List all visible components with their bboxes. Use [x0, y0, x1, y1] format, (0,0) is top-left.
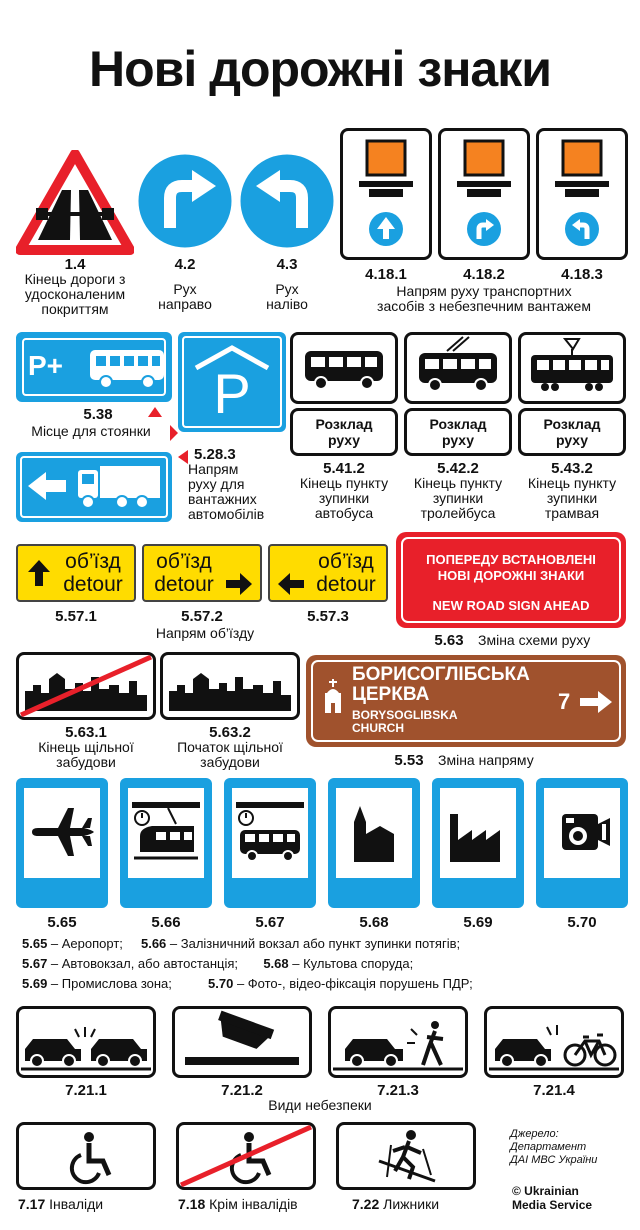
sign-5-42-2-trolleybus-stop — [404, 332, 512, 404]
sign-5-70-camera-enforcement — [536, 778, 628, 908]
sign-5-63-code: 5.63 — [434, 632, 464, 649]
sign-5-66-code: 5.66 — [151, 914, 181, 931]
page-title: Нові дорожні знаки — [89, 41, 551, 97]
sign-5-43-2-timetable: Розклад руху — [518, 408, 626, 456]
sign-5-63-2-caption: Початок щільної забудови — [177, 739, 283, 770]
sign-5-57-caption: Напрям об’їзду — [155, 625, 255, 641]
sign-5-63-new-signs-ahead: ПОПЕРЕДУ ВСТАНОВЛЕНІ НОВІ ДОРОЖНІ ЗНАКИ NEW ROAD SIGN AHEAD — [396, 532, 626, 628]
arrow-right-icon — [578, 689, 614, 715]
sign-7-17-label: 7.17 Інваліди — [18, 1196, 104, 1212]
sign-5-57-3-code: 5.57.3 — [307, 608, 349, 625]
arrow-right-icon — [224, 571, 254, 597]
sign-7-21-4-code: 7.21.4 — [533, 1082, 575, 1099]
sign-4-18-3 — [536, 128, 628, 260]
tram-icon — [521, 335, 623, 401]
sign-5-70-code: 5.70 — [567, 914, 597, 931]
camera-icon — [548, 802, 616, 862]
source-note: Джерело: Департамент ДАІ МВС України — [510, 1128, 598, 1166]
airplane-icon — [28, 802, 96, 862]
sign-5-53-church-direction: БОРИСОГЛІБСЬКА ЦЕРКВА BORYSOGLIBSKA CHURCH 7 — [306, 655, 626, 747]
sign-4-18-3-code: 4.18.3 — [561, 266, 603, 283]
sign-4-3-code: 4.3 — [276, 256, 298, 273]
bus-icon — [88, 346, 168, 390]
copyright: © Ukrainian Media Service — [512, 1184, 593, 1212]
sign-5-43-2-caption: Кінець пункту зупинки трамвая — [527, 475, 617, 521]
sign-5-67-bus-station — [224, 778, 316, 908]
sign-4-3-caption: Рух наліво — [266, 281, 308, 312]
parking-p-label: P — [213, 362, 251, 425]
sign-5-66-railway-station — [120, 778, 212, 908]
sign-5-38-caption: Місце для стоянки — [31, 423, 151, 439]
sign-7-18-label: 7.18 Крім інвалідів — [178, 1196, 298, 1212]
sign-7-21-3-pedestrian — [328, 1006, 468, 1078]
distance-value: 7 — [558, 689, 571, 714]
wheelchair-crossed-icon — [179, 1125, 313, 1187]
sign-5-57-1-detour-up: об’їзд detour — [16, 544, 136, 602]
sign-5-68-code: 5.68 — [359, 914, 389, 931]
sign-7-21-2-rollover — [172, 1006, 312, 1078]
car-pedestrian-icon — [331, 1009, 465, 1075]
sign-7-22-skiers — [336, 1122, 476, 1190]
sign-5-63-1-end-built-up — [16, 652, 156, 720]
sign-5-38-code: 5.38 — [83, 406, 113, 423]
sign-1-4-caption: Кінець дороги з удосконаленим покриттям — [24, 271, 126, 317]
wheelchair-icon — [19, 1125, 153, 1187]
sign-5-67-code: 5.67 — [255, 914, 285, 931]
church-icon — [320, 677, 346, 717]
car-rollover-icon — [175, 1009, 309, 1075]
sign-7-18-except-disabled — [176, 1122, 316, 1190]
sign-4-3-turn-left — [236, 150, 338, 252]
bus-station-icon — [236, 802, 304, 866]
sign-5-57-2-detour-right: об’їзд detour — [142, 544, 262, 602]
sign-4-18-1 — [340, 128, 432, 260]
service-signs-legend: 5.65 – Аеропорт; 5.66 – Залізничний вокзал або пункт зупинки потягів; 5.67 – Автовокзал, або автостанція; 5.68 – Культова споруда; 5.69 – Промислова зона; 5.70 – Фото-, відео-фіксація порушень ПДР; — [22, 936, 473, 991]
sign-5-41-2-caption: Кінець пункту зупинки автобуса — [299, 475, 389, 521]
sign-5-38-parking-garage — [178, 332, 286, 432]
park-plus-label: P+ — [28, 350, 64, 381]
sign-7-21-3-code: 7.21.3 — [377, 1082, 419, 1099]
sign-5-42-2-code: 5.42.2 — [437, 460, 479, 477]
pointer-arrows — [148, 405, 184, 445]
sign-7-21-2-code: 7.21.2 — [221, 1082, 263, 1099]
sign-4-2-caption: Рух направо — [158, 281, 212, 312]
sign-4-2-code: 4.2 — [174, 256, 196, 273]
sign-1-4-code: 1.4 — [64, 256, 86, 273]
train-icon — [132, 802, 200, 866]
sign-7-21-caption: Види небезпеки — [268, 1097, 372, 1113]
sign-4-2-turn-right — [134, 150, 236, 252]
sign-5-43-2-tram-stop — [518, 332, 626, 404]
church-icon — [340, 800, 408, 866]
city-skyline-icon — [19, 655, 153, 717]
factory-icon — [444, 800, 512, 866]
sign-5-69-industrial-zone — [432, 778, 524, 908]
sign-5-65-code: 5.65 — [47, 914, 77, 931]
sign-5-38-park-and-ride — [16, 332, 172, 402]
car-bicycle-icon — [487, 1009, 621, 1075]
sign-5-41-2-timetable: Розклад руху — [290, 408, 398, 456]
sign-5-57-3-detour-left: об’їзд detour — [268, 544, 388, 602]
sign-4-18-2-code: 4.18.2 — [463, 266, 505, 283]
sign-7-22-label: 7.22 Лижники — [352, 1196, 440, 1212]
sign-5-41-2-bus-stop — [290, 332, 398, 404]
city-skyline-icon — [163, 655, 297, 717]
sign-5-28-3-code: 5.28.3 — [194, 446, 236, 463]
sign-5-68-religious-building — [328, 778, 420, 908]
sign-5-53-caption: Зміна напряму — [438, 752, 534, 768]
sign-5-53-code: 5.53 — [394, 752, 424, 769]
sign-5-69-code: 5.69 — [463, 914, 493, 931]
sign-7-21-4-cyclist — [484, 1006, 624, 1078]
sign-5-63-2-start-built-up — [160, 652, 300, 720]
arrow-up-icon — [26, 558, 52, 588]
sign-5-41-2-code: 5.41.2 — [323, 460, 365, 477]
sign-7-17-disabled — [16, 1122, 156, 1190]
sign-7-21-1-code: 7.21.1 — [65, 1082, 107, 1099]
sign-7-21-1-collision — [16, 1006, 156, 1078]
skier-icon — [339, 1125, 473, 1187]
bus-icon — [293, 335, 395, 401]
sign-5-63-2-code: 5.63.2 — [209, 724, 251, 741]
sign-5-28-3-truck-direction — [16, 452, 172, 522]
sign-4-18-caption: Напрям руху транспортних засобів з небезпечним вантажем — [377, 283, 591, 314]
trolleybus-icon — [407, 335, 509, 401]
sign-4-18-1-code: 4.18.1 — [365, 266, 407, 283]
sign-5-65-airport — [16, 778, 108, 908]
sign-5-42-2-timetable: Розклад руху — [404, 408, 512, 456]
sign-4-18-2 — [438, 128, 530, 260]
sign-1-4-triangle — [16, 150, 134, 256]
truck-left-arrow-icon — [26, 464, 166, 510]
sign-5-43-2-code: 5.43.2 — [551, 460, 593, 477]
sign-5-63-caption: Зміна схеми руху — [478, 632, 591, 648]
sign-5-63-1-caption: Кінець щільної забудови — [38, 739, 134, 770]
sign-5-57-2-code: 5.57.2 — [181, 608, 223, 625]
car-collision-icon — [19, 1009, 153, 1075]
sign-5-57-1-code: 5.57.1 — [55, 608, 97, 625]
sign-5-28-3-caption: Напрям руху для вантажних автомобілів — [188, 461, 265, 522]
sign-5-42-2-caption: Кінець пункту зупинки тролейбуса — [413, 475, 503, 521]
sign-5-63-1-code: 5.63.1 — [65, 724, 107, 741]
arrow-left-icon — [276, 571, 306, 597]
